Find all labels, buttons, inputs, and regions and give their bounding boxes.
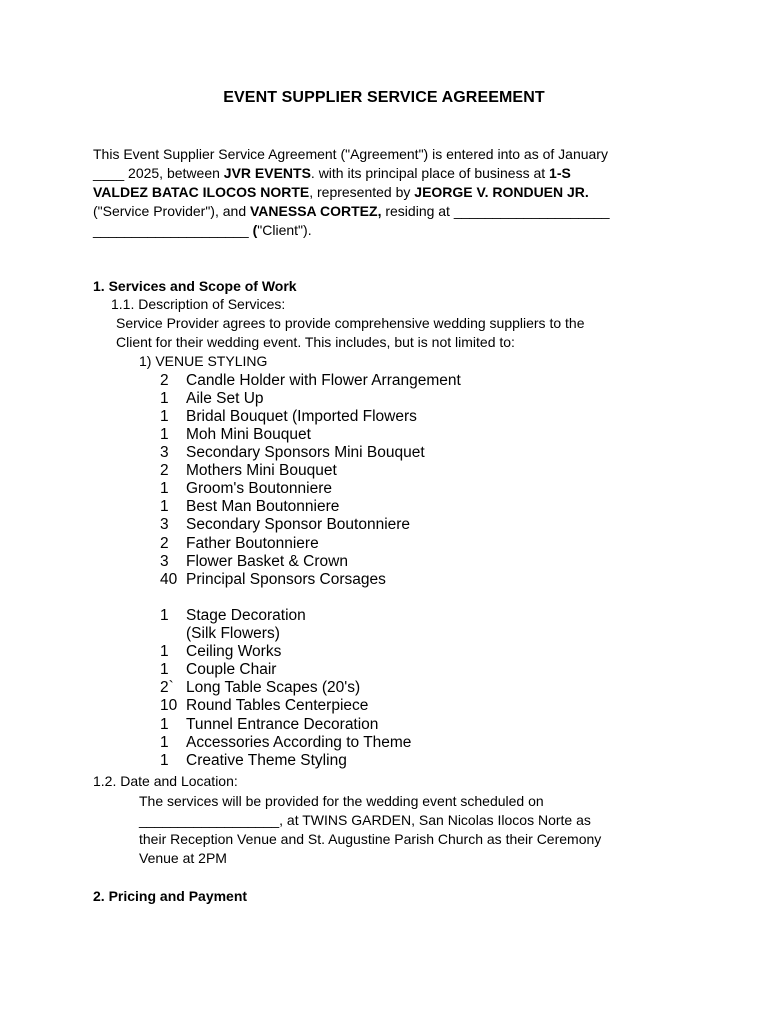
subsection-1-1-heading: 1.1. Description of Services:: [111, 296, 286, 312]
list-item: 1 Moh Mini Bouquet: [160, 426, 311, 443]
list-item: 1 Accessories According to Theme: [160, 734, 412, 751]
location-line-2: __________________, at TWINS GARDEN, San Nicolas Ilocos Norte as: [139, 812, 591, 828]
intro-line-1: This Event Supplier Service Agreement ("Agreement") is entered into as of January: [93, 146, 608, 162]
location-line-4: Venue at 2PM: [139, 850, 227, 866]
stage-decoration-note: (Silk Flowers): [186, 625, 280, 642]
list-item: 2 Mothers Mini Bouquet: [160, 462, 337, 479]
location-line-1: The services will be provided for the wedding event scheduled on: [139, 793, 544, 809]
intro-paragraph: [93, 145, 693, 240]
venue-styling-title: 1) VENUE STYLING: [139, 353, 268, 369]
client-name: VANESSA CORTEZ,: [250, 203, 382, 219]
intro-line-3: VALDEZ BATAC ILOCOS NORTE, represented by JEORGE V. RONDUEN JR.: [93, 184, 589, 200]
list-item: 1 Ceiling Works: [160, 643, 282, 660]
list-item: 1 Best Man Boutonniere: [160, 498, 340, 515]
location-line-3: their Reception Venue and St. Augustine Parish Church as their Ceremony: [139, 831, 602, 847]
representative-name: JEORGE V. RONDUEN JR.: [414, 184, 589, 200]
section-2-heading: 2. Pricing and Payment: [93, 888, 248, 904]
list-item: 3 Flower Basket & Crown: [160, 553, 348, 570]
intro-line-4: ("Service Provider"), and VANESSA CORTEZ, residing at ____________________: [93, 203, 610, 219]
services-description-line-2: Client for their wedding event. This includes, but is not limited to:: [116, 334, 515, 350]
section-1-heading: 1. Services and Scope of Work: [93, 278, 297, 294]
list-item: 1 Creative Theme Styling: [160, 752, 347, 769]
list-item: 2 Candle Holder with Flower Arrangement: [160, 372, 461, 389]
list-item: 2` Long Table Scapes (20's): [160, 679, 361, 696]
list-item: 40 Principal Sponsors Corsages: [160, 571, 386, 588]
list-item: 1 Couple Chair: [160, 661, 277, 678]
address-part-2: VALDEZ BATAC ILOCOS NORTE: [93, 184, 310, 200]
list-item: 1 Aile Set Up: [160, 390, 264, 407]
list-item-stage-decoration: 1 Stage Decoration: [160, 607, 306, 624]
list-item: 2 Father Boutonniere: [160, 535, 319, 552]
page-title: EVENT SUPPLIER SERVICE AGREEMENT: [223, 89, 545, 106]
services-description-line-1: Service Provider agrees to provide comprehensive wedding suppliers to the: [116, 315, 585, 331]
list-item: 1 Tunnel Entrance Decoration: [160, 716, 379, 733]
intro-line-5: ____________________ ("Client").: [93, 222, 312, 238]
provider-name: JVR EVENTS: [223, 165, 311, 181]
address-part-1: 1-S: [549, 165, 571, 181]
list-item: 10 Round Tables Centerpiece: [160, 697, 369, 714]
list-item: 1 Bridal Bouquet (Imported Flowers: [160, 408, 417, 425]
list-item: 3 Secondary Sponsors Mini Bouquet: [160, 444, 425, 461]
list-item: 1 Groom's Boutonniere: [160, 480, 332, 497]
subsection-1-2-heading: 1.2. Date and Location:: [93, 773, 238, 789]
intro-line-2: ____ 2025, between JVR EVENTS. with its principal place of business at 1-S: [93, 165, 571, 181]
list-item: 3 Secondary Sponsor Boutonniere: [160, 516, 411, 533]
